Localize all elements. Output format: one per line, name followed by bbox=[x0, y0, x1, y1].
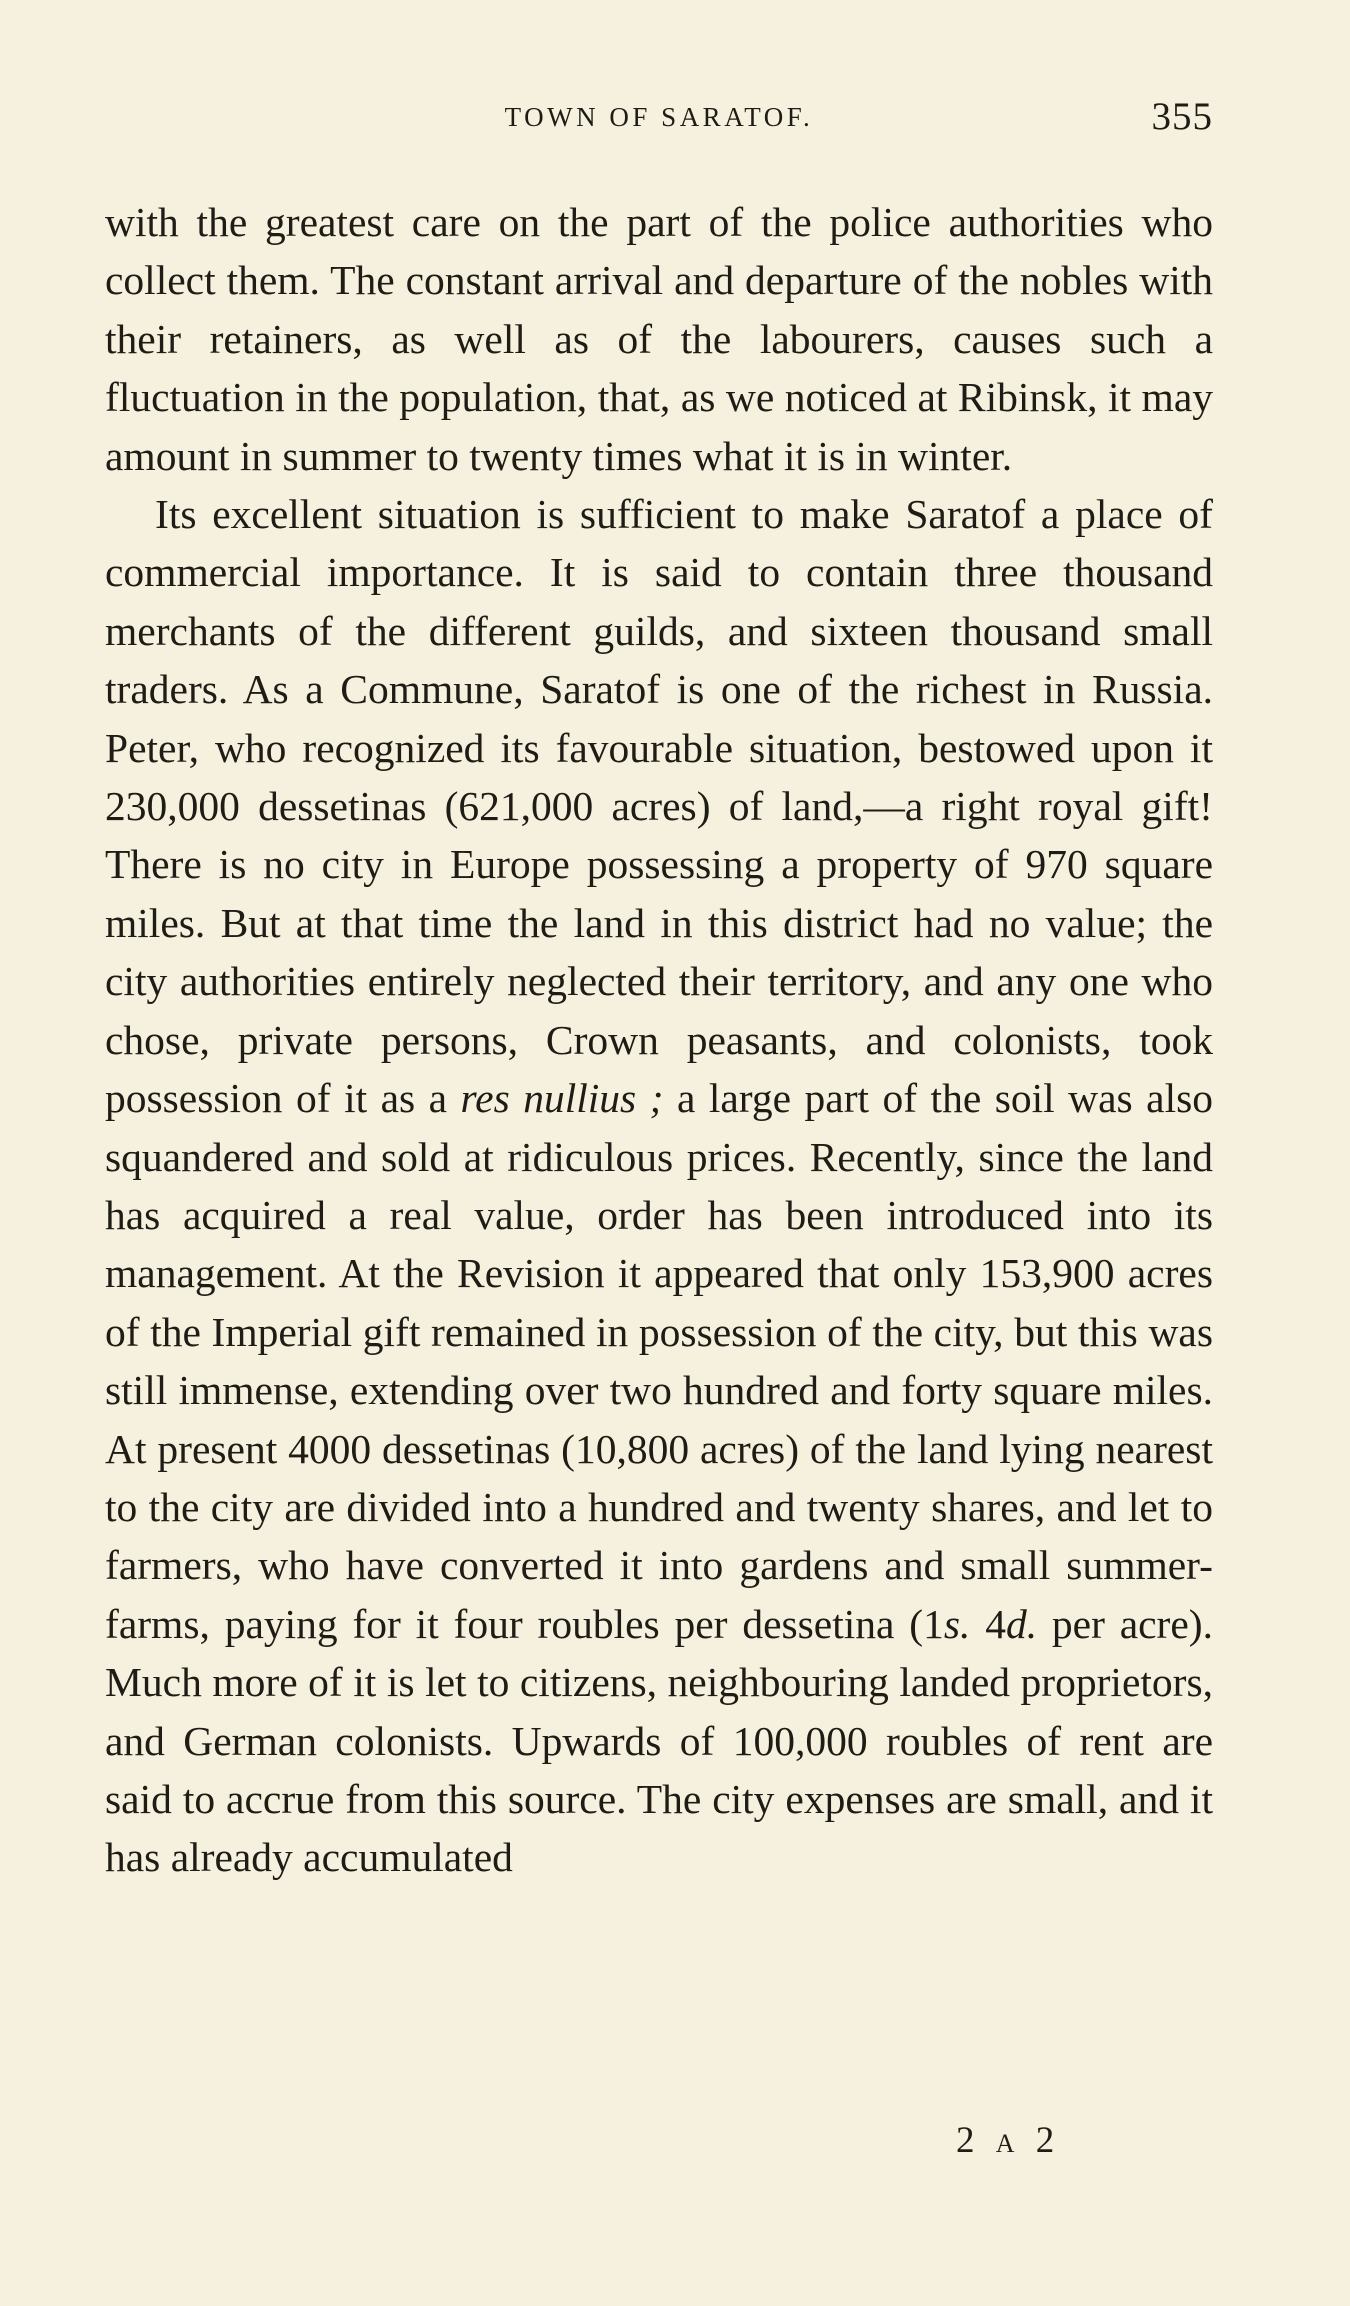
running-title: TOWN OF SARATOF. bbox=[504, 102, 814, 132]
paragraph-2 bbox=[105, 485, 1213, 1887]
shilling-abbrev: s. bbox=[943, 1600, 971, 1647]
paragraph-2-part-a: Its excellent situation is sufficient to make Saratof a place of commercial importance. It is said to contain three thousand merchants of the different guilds, and sixteen thousand small traders. As a Commune, Saratof is one of the richest in Russia. Peter, who recognized its favourable situation, bestowed upon it 230,000 dessetinas (621,000 acres) of land,—a right royal gift! There is no city in Europe possessing a property of 970 square miles. But at that time the land in this district had no value; the city authorities entirely neglected their territory, and any one who chose, private persons, Crown peasants, and colonists, took possession of it as a bbox=[105, 491, 1213, 1122]
paragraph-2-part-e: per acre). Much more of it is let to citizens, neighbouring landed proprietors, and German colonists. Upwards of 100,000 roubles of rent are said to accrue from this source. The city expenses are small, and it has already accumulated bbox=[105, 1600, 1213, 1881]
paragraph-2-part-c: 4 bbox=[985, 1600, 1006, 1647]
signature-number-2: 2 bbox=[1035, 2120, 1061, 2161]
signature-letter: A bbox=[995, 2129, 1021, 2158]
pence-abbrev: d. bbox=[1005, 1600, 1038, 1647]
paragraph-2-part-b: a large part of the soil was also squandered and sold at ridiculous prices. Recently, since the land has acquired a real value, order has been introduced into its management. At the Revision it appeared that only 153,900 acres of the Imperial gift remained in possession of the city, but this was still immense, extending over two hundred and forty square miles. At present 4000 dessetinas (10,800 acres) of the land lying nearest to the city are divided into a hundred and twenty shares, and let to farmers, who have converted it into gardens and small summer-farms, paying for it four roubles per dessetina (1 bbox=[105, 1075, 1214, 1647]
latin-phrase: res nullius ; bbox=[460, 1075, 664, 1122]
body-text bbox=[105, 193, 1213, 1887]
page-header bbox=[105, 92, 1213, 142]
signature-mark bbox=[956, 2116, 1060, 2169]
page-number: 355 bbox=[1151, 95, 1213, 138]
paragraph-1: with the greatest care on the part of the police authorities who collect them. The constant arrival and departure of the nobles with their retainers, as well as of the labourers, causes such a fluctuation in the population, that, as we noticed at Ribinsk, it may amount in summer to twenty times what it is in winter. bbox=[105, 199, 1213, 479]
signature-number-1: 2 bbox=[956, 2120, 981, 2161]
